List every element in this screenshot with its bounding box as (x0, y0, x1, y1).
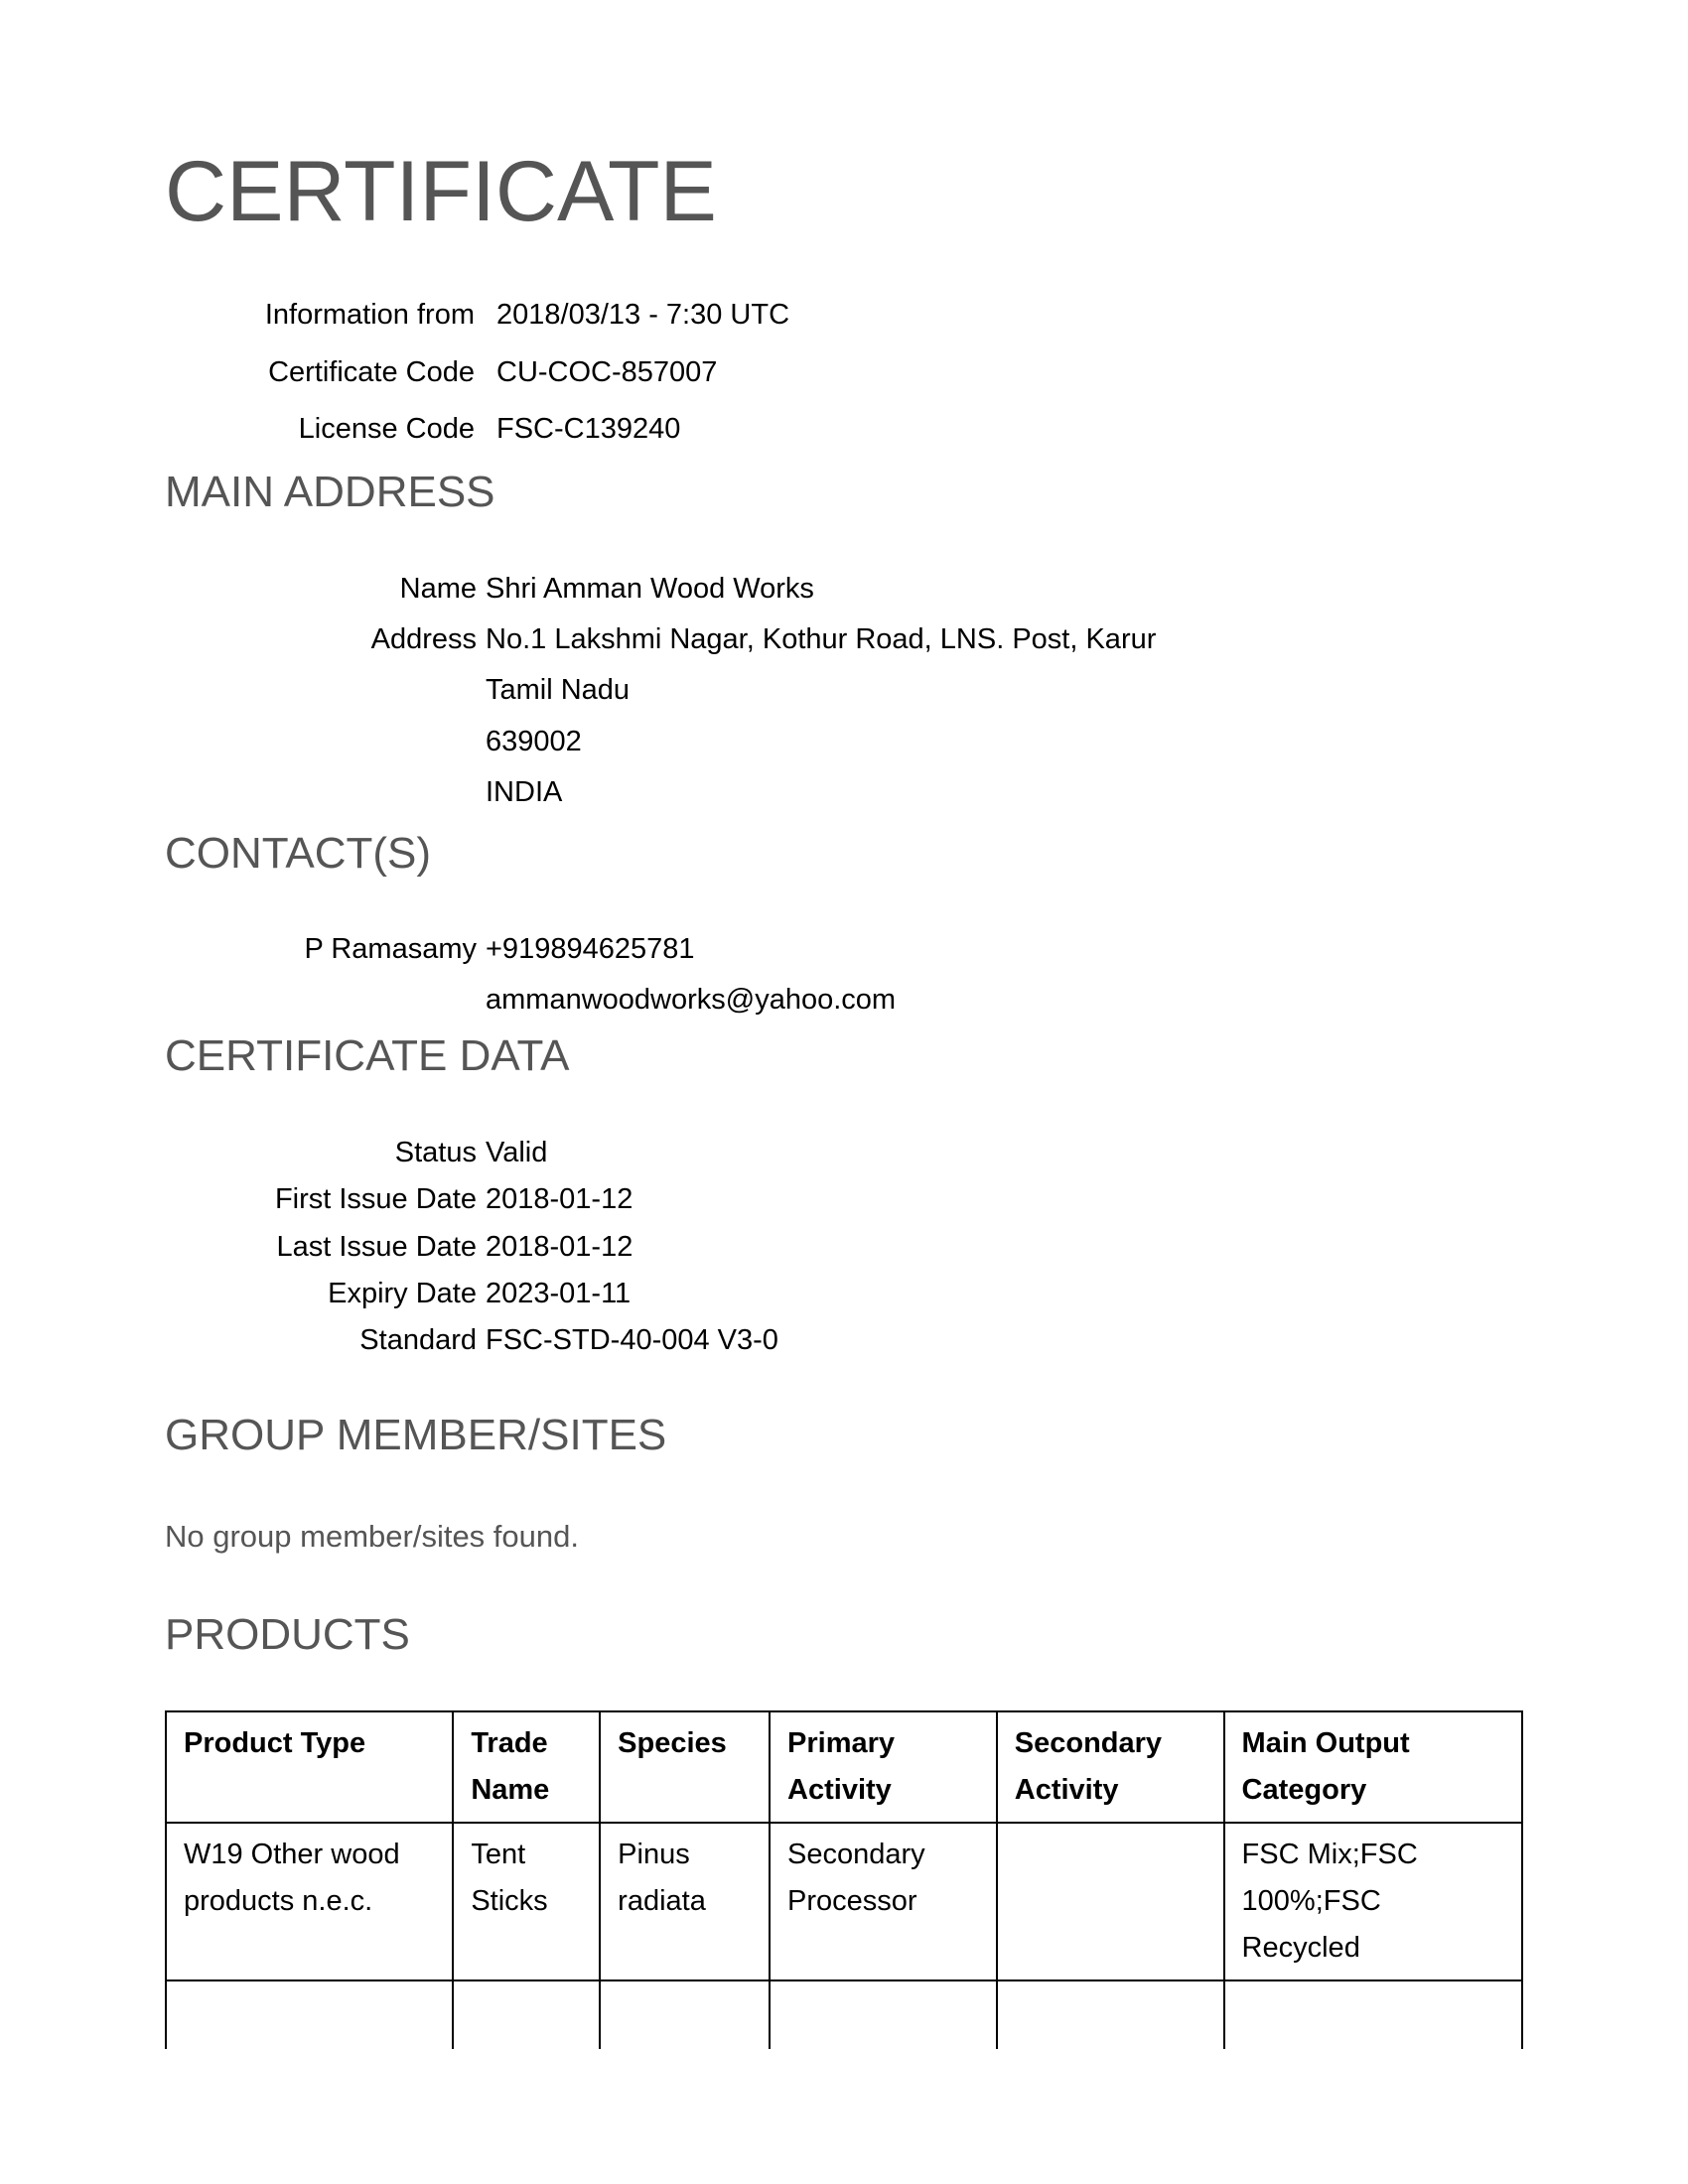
header-text: Category (1241, 1774, 1367, 1806)
products-title: PRODUCTS (165, 1610, 410, 1659)
information-from-value: 2018/03/13 - 7:30 UTC (496, 299, 790, 331)
cell-species (600, 1823, 770, 1980)
cell-text: W19 Other wood (184, 1839, 400, 1870)
certificate-data-title: CERTIFICATE DATA (165, 1031, 570, 1080)
address-line: Tamil Nadu (486, 674, 631, 706)
certificate-code-label: Certificate Code (268, 356, 475, 388)
information-from-label: Information from (264, 299, 475, 331)
first-issue-date-label: First Issue Date (274, 1183, 477, 1215)
cell-main-output-category (1224, 1823, 1522, 1980)
empty-cell (600, 1980, 770, 2049)
header-text: Name (471, 1774, 550, 1806)
column-header-product-type (166, 1711, 453, 1823)
address-line: No.1 Lakshmi Nagar, Kothur Road, LNS. Post, Karur (486, 623, 1157, 655)
cert-row-first-issue (0, 1179, 1688, 1219)
address-row-line-3 (0, 722, 1688, 761)
address-line: 639002 (486, 726, 582, 757)
info-row-information-from (0, 295, 1688, 335)
standard-label: Standard (359, 1324, 477, 1356)
status-value: Valid (486, 1137, 548, 1168)
column-header-species (600, 1711, 770, 1823)
page-title: CERTIFICATE (165, 144, 717, 239)
group-members-empty-message: No group member/sites found. (165, 1519, 579, 1554)
empty-cell (1224, 1980, 1522, 2049)
last-issue-date-value: 2018-01-12 (486, 1231, 633, 1263)
address-row-name (0, 569, 1688, 609)
expiry-date-label: Expiry Date (328, 1278, 477, 1309)
standard-value: FSC-STD-40-004 V3-0 (486, 1324, 778, 1356)
products-table (165, 1710, 1523, 2049)
cell-secondary-activity (997, 1823, 1224, 1980)
first-issue-date-value: 2018-01-12 (486, 1183, 633, 1215)
expiry-date-value: 2023-01-11 (486, 1278, 632, 1309)
table-row-continued (166, 1980, 1522, 2049)
status-label: Status (394, 1137, 477, 1168)
cell-primary-activity (770, 1823, 997, 1980)
cell-text: Tent (471, 1839, 526, 1870)
address-row-line-4 (0, 772, 1688, 812)
cell-text: Sticks (471, 1885, 548, 1917)
column-header-trade-name (453, 1711, 600, 1823)
cell-text: Processor (787, 1885, 917, 1917)
table-row (166, 1823, 1522, 1980)
contacts-title: CONTACT(S) (165, 829, 432, 878)
column-header-primary-activity (770, 1711, 997, 1823)
address-line: INDIA (486, 776, 563, 808)
license-code-label: License Code (298, 413, 475, 445)
header-text: Product Type (184, 1727, 366, 1759)
cert-row-standard (0, 1320, 1688, 1360)
certificate-code-value: CU-COC-857007 (496, 356, 718, 388)
license-code-value: FSC-C139240 (496, 413, 681, 445)
contact-person: P Ramasamy (304, 933, 477, 965)
last-issue-date-label: Last Issue Date (276, 1231, 477, 1263)
cell-text: Pinus (618, 1839, 690, 1870)
contact-row-phone (0, 929, 1688, 969)
header-text: Species (618, 1727, 727, 1759)
info-row-certificate-code (0, 352, 1688, 392)
cert-row-expiry (0, 1274, 1688, 1313)
cert-row-status (0, 1133, 1688, 1172)
empty-cell (770, 1980, 997, 2049)
empty-cell (166, 1980, 453, 2049)
address-row-line-1 (0, 619, 1688, 659)
header-text: Secondary (1014, 1727, 1163, 1759)
header-text: Main Output (1241, 1727, 1410, 1759)
address-label: Address (370, 623, 477, 655)
cert-row-last-issue (0, 1227, 1688, 1267)
header-text: Primary (787, 1727, 896, 1759)
header-text: Trade (471, 1727, 548, 1759)
cell-product-type (166, 1823, 453, 1980)
cell-text: radiata (618, 1885, 706, 1917)
cell-text: products n.e.c. (184, 1885, 373, 1917)
main-address-title: MAIN ADDRESS (165, 468, 495, 516)
header-text: Activity (1014, 1774, 1119, 1806)
group-members-title: GROUP MEMBER/SITES (165, 1411, 667, 1459)
empty-cell (453, 1980, 600, 2049)
address-row-line-2 (0, 670, 1688, 710)
header-text: Activity (787, 1774, 892, 1806)
info-row-license-code (0, 409, 1688, 449)
name-value: Shri Amman Wood Works (486, 573, 814, 605)
cell-text: Secondary (787, 1839, 925, 1870)
contact-row-email (0, 980, 1688, 1020)
contact-phone: +919894625781 (486, 933, 695, 965)
contact-email: ammanwoodworks@yahoo.com (486, 984, 897, 1016)
column-header-main-output-category (1224, 1711, 1522, 1823)
column-header-secondary-activity (997, 1711, 1224, 1823)
cell-trade-name (453, 1823, 600, 1980)
cell-text: FSC Mix;FSC (1241, 1839, 1418, 1870)
name-label: Name (399, 573, 477, 605)
products-header-row (166, 1711, 1522, 1823)
cell-text: Recycled (1241, 1932, 1360, 1964)
cell-text: 100%;FSC (1241, 1885, 1381, 1917)
empty-cell (997, 1980, 1224, 2049)
